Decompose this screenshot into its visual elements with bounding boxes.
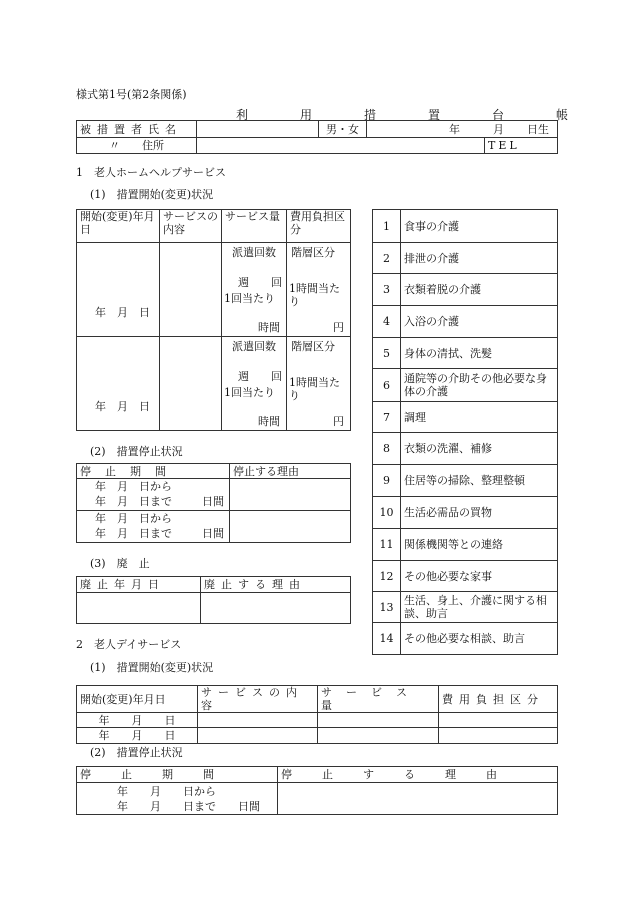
- service-number: 11: [373, 529, 401, 561]
- s1-row1-amount[interactable]: 派遣回数 週 回 1回当たり 時間: [222, 243, 287, 337]
- s1-start-table: [76, 209, 351, 431]
- s1-stop-row2-reason[interactable]: [230, 511, 351, 543]
- section2-heading: 2 老人デイサービス: [76, 638, 182, 651]
- service-label: 入浴の介護: [401, 306, 558, 338]
- service-label: 通院等の介助その他必要な身体の介護: [401, 369, 558, 402]
- service-label: その他必要な家事: [401, 561, 558, 592]
- service-number: 3: [373, 274, 401, 306]
- service-label: 関係機関等との連絡: [401, 529, 558, 561]
- s2-start-table: [76, 685, 558, 744]
- s1-row1-cost[interactable]: 階層区分 1時間当たり 円: [287, 243, 351, 337]
- service-number: 9: [373, 465, 401, 497]
- s2-row2-date[interactable]: 年 月 日: [77, 728, 198, 744]
- service-label: 排泄の介護: [401, 243, 558, 274]
- section1-heading: 1 老人ホームヘルプサービス: [76, 166, 226, 179]
- service-label: 生活必需品の買物: [401, 497, 558, 529]
- service-row: [373, 243, 558, 274]
- s1-header-amount: サービス量: [222, 210, 287, 243]
- gender-field[interactable]: 男・女: [319, 121, 367, 138]
- service-label: 住居等の掃除、整理整頓: [401, 465, 558, 497]
- service-row: [373, 274, 558, 306]
- birth-day-label: 日生: [527, 123, 549, 136]
- s2-header-amount: サービス量: [318, 686, 439, 713]
- s2-stop-reason[interactable]: [278, 783, 558, 815]
- service-number: 14: [373, 623, 401, 655]
- s1-stop-header-reason: 停止する理由: [230, 464, 351, 479]
- s2-row2-content[interactable]: [198, 728, 318, 744]
- service-number: 5: [373, 338, 401, 369]
- s1-header-content: サービスの内容: [160, 210, 222, 243]
- service-row: [373, 210, 558, 243]
- service-row: [373, 433, 558, 465]
- address-table: [76, 137, 558, 154]
- service-row: [373, 338, 558, 369]
- service-number: 6: [373, 369, 401, 402]
- service-number: 1: [373, 210, 401, 243]
- s1-start-heading: (1) 措置開始(変更)状況: [90, 188, 214, 201]
- s1-stop-heading: (2) 措置停止状況: [90, 445, 183, 458]
- s1-row2-amount[interactable]: 派遣回数 週 回 1回当たり 時間: [222, 337, 287, 431]
- service-row: [373, 529, 558, 561]
- service-number: 12: [373, 561, 401, 592]
- service-label: 衣類の洗濯、補修: [401, 433, 558, 465]
- page-title: 利 用 措 置 台 帳: [236, 108, 589, 122]
- s2-row2-cost[interactable]: [439, 728, 558, 744]
- service-row: [373, 497, 558, 529]
- s2-stop-period[interactable]: 年 月 日から 年 月 日まで 日間: [77, 783, 278, 815]
- services-table: [372, 209, 558, 655]
- s1-row1-content[interactable]: [160, 243, 222, 337]
- s2-header-content: サービスの内容: [198, 686, 318, 713]
- s2-header-cost: 費用負担区分: [439, 686, 558, 713]
- service-label: 食事の介護: [401, 210, 558, 243]
- s1-row2-cost[interactable]: 階層区分 1時間当たり 円: [287, 337, 351, 431]
- birth-field[interactable]: [367, 121, 558, 138]
- s1-abolish-header-reason: 廃止する理由: [201, 577, 351, 593]
- service-number: 2: [373, 243, 401, 274]
- s1-abolish-heading: (3) 廃 止: [90, 557, 150, 570]
- s2-stop-table: [76, 766, 558, 815]
- service-row: [373, 369, 558, 402]
- tel-field[interactable]: [485, 138, 558, 154]
- s1-header-date: 開始(変更)年月日: [77, 210, 160, 243]
- address-label: 〃 住所: [77, 138, 197, 154]
- service-number: 7: [373, 402, 401, 433]
- s1-abolish-date[interactable]: [77, 593, 201, 624]
- s2-row1-content[interactable]: [198, 713, 318, 728]
- name-field[interactable]: [197, 121, 319, 138]
- form-label: 様式第1号(第2条関係): [76, 88, 187, 101]
- s2-header-date: 開始(変更)年月日: [77, 686, 198, 713]
- service-row: [373, 623, 558, 655]
- s2-row1-date[interactable]: 年 月 日: [77, 713, 198, 728]
- service-row: [373, 306, 558, 338]
- identity-table: [76, 120, 558, 138]
- s1-abolish-header-date: 廃止年月日: [77, 577, 201, 593]
- service-row: [373, 465, 558, 497]
- service-row: [373, 561, 558, 592]
- birth-month-label: 月: [493, 123, 504, 136]
- s1-abolish-table: [76, 576, 351, 624]
- service-number: 10: [373, 497, 401, 529]
- s2-row1-cost[interactable]: [439, 713, 558, 728]
- service-label: 衣類着脱の介護: [401, 274, 558, 306]
- s1-stop-row1-period[interactable]: 年 月 日から 年 月 日まで 日間: [77, 479, 230, 511]
- s1-stop-header-period: 停止期間: [77, 464, 230, 479]
- s1-stop-table: [76, 463, 351, 543]
- name-label: 被措置者氏名: [77, 121, 197, 138]
- service-number: 13: [373, 592, 401, 623]
- service-row: [373, 592, 558, 623]
- s2-row2-amount[interactable]: [318, 728, 439, 744]
- s1-row2-date[interactable]: 年 月 日: [77, 337, 160, 431]
- s2-stop-header-period: 停止期間: [77, 767, 278, 783]
- s2-stop-header-reason: 停止する理由: [278, 767, 558, 783]
- service-number: 8: [373, 433, 401, 465]
- service-row: [373, 402, 558, 433]
- service-label: 身体の清拭、洗髪: [401, 338, 558, 369]
- s1-row1-date[interactable]: 年 月 日: [77, 243, 160, 337]
- service-label: その他必要な相談、助言: [401, 623, 558, 655]
- service-number: 4: [373, 306, 401, 338]
- service-label: 生活、身上、介護に関する相談、助言: [401, 592, 558, 623]
- s1-header-cost: 費用負担区分: [287, 210, 351, 243]
- address-field[interactable]: [197, 138, 485, 154]
- s2-start-heading: (1) 措置開始(変更)状況: [90, 661, 214, 674]
- s1-abolish-reason[interactable]: [201, 593, 351, 624]
- birth-year-label: 年: [449, 123, 460, 136]
- s2-row1-amount[interactable]: [318, 713, 439, 728]
- s1-row2-content[interactable]: [160, 337, 222, 431]
- s1-stop-row2-period[interactable]: 年 月 日から 年 月 日まで 日間: [77, 511, 230, 543]
- service-label: 調理: [401, 402, 558, 433]
- tel-label: TEL: [488, 139, 520, 152]
- s1-stop-row1-reason[interactable]: [230, 479, 351, 511]
- s2-stop-heading: (2) 措置停止状況: [90, 746, 183, 759]
